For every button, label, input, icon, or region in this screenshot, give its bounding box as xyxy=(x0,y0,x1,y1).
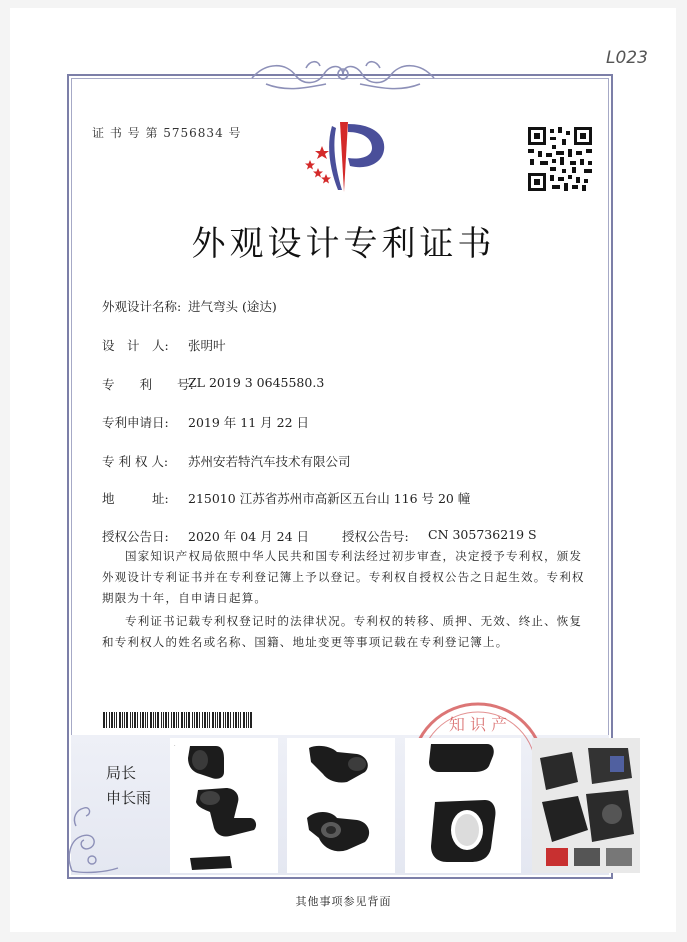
product-image-panel-3 xyxy=(405,738,521,873)
signature-name: 申长雨 xyxy=(106,789,152,807)
footer-note: 其他事项参见背面 xyxy=(295,895,392,908)
filing-date-label: 专利申请日: xyxy=(102,415,169,430)
certificate-number: 证 书 号 第 5756834 号 xyxy=(92,126,242,140)
grant-date-label: 授权公告日: xyxy=(102,529,169,544)
designer-value: 张明叶 xyxy=(188,338,226,353)
filing-date-value: 2019 年 11 月 22 日 xyxy=(188,415,309,430)
grant-date-value: 2020 年 04 月 24 日 xyxy=(188,529,309,544)
patentee-value: 苏州安若特汽车技术有限公司 xyxy=(188,454,351,469)
legal-paragraph-1: 国家知识产权局依照中华人民共和国专利法经过初步审查，决定授予专利权，颁发外观设计专利证书并在专利登记簿上予以登记。专利权自授权公告之日起生效。专利权期限为十年，自申请日起算。 xyxy=(102,549,585,605)
handwritten-note: L023 xyxy=(606,48,648,68)
address-label: 地 址: xyxy=(102,491,169,506)
product-image-panel-1: . xyxy=(170,738,278,873)
patent-number-label: 专 利 号: xyxy=(102,377,194,392)
certificate-title: 外观设计专利证书 xyxy=(191,224,496,264)
grant-number-label: 授权公告号: xyxy=(342,529,409,544)
product-image-panel-4 xyxy=(532,738,640,873)
designer-label: 设 计 人: xyxy=(102,338,169,353)
top-ornament-icon xyxy=(246,58,440,92)
design-name-label: 外观设计名称: xyxy=(102,299,182,314)
product-image-panel-2 xyxy=(287,738,395,873)
address-value: 215010 江苏省苏州市高新区五台山 116 号 20 幢 xyxy=(188,491,471,506)
signature-title: 局长 xyxy=(106,764,137,782)
design-name-value: 进气弯头 (途达) xyxy=(188,299,277,314)
patentee-label: 专 利 权 人: xyxy=(102,454,169,469)
patent-number-value: ZL 2019 3 0645580.3 xyxy=(188,375,325,390)
grant-number-value: CN 305736219 S xyxy=(428,527,537,542)
barcode-icon xyxy=(103,712,253,728)
patent-office-emblem-icon xyxy=(296,118,392,196)
qr-code-icon xyxy=(528,127,592,191)
legal-paragraph-2: 专利证书记载专利权登记时的法律状况。专利权的转移、质押、无效、终止、恢复和专利权人的姓名或名称、国籍、地址变更等事项记载在专利登记簿上。 xyxy=(102,614,583,649)
corner-ornament-icon xyxy=(62,796,122,876)
seal-text: 知 识 产 xyxy=(448,715,508,734)
